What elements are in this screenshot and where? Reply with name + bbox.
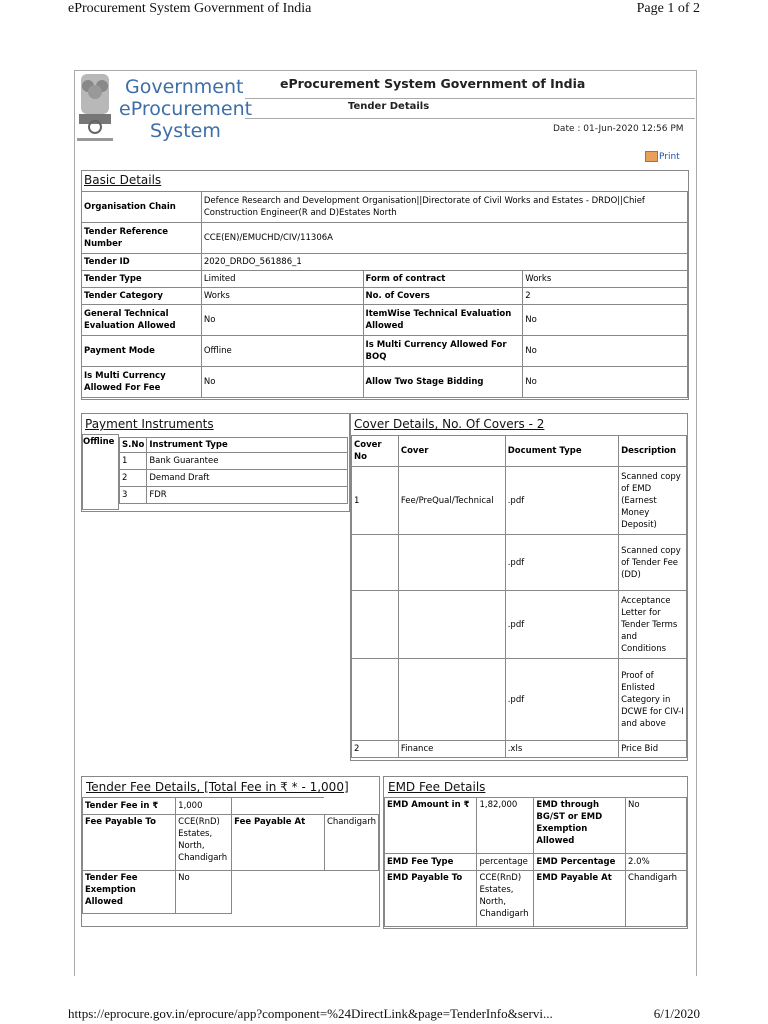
two-stage-bidding-label: Allow Two Stage Bidding <box>363 367 523 398</box>
tender-fee-blank <box>232 871 325 914</box>
payment-row-type: Demand Draft <box>147 470 348 487</box>
payment-header-type: Instrument Type <box>147 438 348 453</box>
emd-fee-type-label: EMD Fee Type <box>385 854 477 871</box>
cover-row-cover: Fee/PreQual/Technical <box>398 467 505 535</box>
multi-currency-boq-label: Is Multi Currency Allowed For BOQ <box>363 336 523 367</box>
cover-row-doc-type: .pdf <box>505 659 618 741</box>
org-chain-value: Defence Research and Development Organisation||Directorate of Civil Works and Estates - DRDO||Chief Construction Engineer(R and D)Estates North <box>201 192 687 223</box>
emd-amount-label: EMD Amount in ₹ <box>385 798 477 854</box>
tender-type-value: Limited <box>201 271 363 288</box>
tender-category-value: Works <box>201 288 363 305</box>
fee-exemption-value: No <box>176 871 232 914</box>
general-tech-eval-label: General Technical Evaluation Allowed <box>82 305 202 336</box>
tender-id-value: 2020_DRDO_561886_1 <box>201 254 687 271</box>
cover-header-description: Description <box>619 436 687 467</box>
pdf-header-title: eProcurement System Government of India <box>68 1 312 16</box>
header-divider <box>245 98 695 99</box>
emd-fee-title: EMD Fee Details <box>388 780 486 794</box>
tender-fee-table <box>82 797 379 914</box>
fee-exemption-label: Tender Fee Exemption Allowed <box>83 871 176 914</box>
emd-percentage-value: 2.0% <box>626 854 687 871</box>
cover-row-doc-type: .pdf <box>505 467 618 535</box>
cover-row-cover <box>398 659 505 741</box>
form-of-contract-label: Form of contract <box>363 271 523 288</box>
tender-id-label: Tender ID <box>82 254 202 271</box>
tender-category-label: Tender Category <box>82 288 202 305</box>
cover-row-description: Price Bid <box>619 741 687 758</box>
cover-row-cover <box>398 591 505 659</box>
emd-payable-at-value: Chandigarh <box>626 871 687 927</box>
payment-header-sno: S.No <box>120 438 147 453</box>
multi-currency-boq-value: No <box>523 336 688 367</box>
tender-fee-value: 1,000 <box>176 798 232 815</box>
fee-payable-at-label: Fee Payable At <box>232 815 325 871</box>
tender-fee-empty-cell <box>232 798 325 815</box>
emd-bg-exemption-value: No <box>626 798 687 854</box>
cover-row-description: Proof of Enlisted Category in DCWE for CIV-I and above <box>619 659 687 741</box>
basic-details-title: Basic Details <box>84 173 162 187</box>
payment-mode-offline: Offline <box>83 437 115 447</box>
cover-row-description: Acceptance Letter for Tender Terms and Conditions <box>619 591 687 659</box>
payment-row-sno: 2 <box>120 470 147 487</box>
report-date: Date : 01-Jun-2020 12:56 PM <box>553 124 684 134</box>
no-of-covers-label: No. of Covers <box>363 288 523 305</box>
payment-row-sno: 1 <box>120 453 147 470</box>
form-of-contract-value: Works <box>523 271 688 288</box>
fee-payable-to-value: CCE(RnD) Estates, North, Chandigarh <box>176 815 232 871</box>
cover-row-cover: Finance <box>398 741 505 758</box>
emd-payable-to-value: CCE(RnD) Estates, North, Chandigarh <box>477 871 534 927</box>
cover-row-no <box>352 535 399 591</box>
tender-fee-title: Tender Fee Details, [Total Fee in ₹ * - 1,000] <box>86 780 349 794</box>
cover-row-no: 2 <box>352 741 399 758</box>
tender-fee-empty-cell <box>324 798 378 815</box>
emd-payable-to-label: EMD Payable To <box>385 871 477 927</box>
no-of-covers-value: 2 <box>523 288 688 305</box>
print-link[interactable] <box>645 151 680 162</box>
cover-row-doc-type: .xls <box>505 741 618 758</box>
emd-bg-exemption-label: EMD through BG/ST or EMD Exemption Allowed <box>534 798 626 854</box>
general-tech-eval-value: No <box>201 305 363 336</box>
itemwise-tech-eval-label: ItemWise Technical Evaluation Allowed <box>363 305 523 336</box>
cover-row-cover <box>398 535 505 591</box>
payment-mode-value: Offline <box>201 336 363 367</box>
payment-instruments-table <box>119 437 348 504</box>
cover-row-description: Scanned copy of Tender Fee (DD) <box>619 535 687 591</box>
pdf-page-number: Page 1 of 2 <box>636 1 700 16</box>
cover-header-no: Cover No <box>352 436 399 467</box>
payment-row-type: FDR <box>147 487 348 504</box>
payment-instruments-title: Payment Instruments <box>85 417 214 431</box>
emd-fee-table <box>384 797 687 927</box>
cover-row-doc-type: .pdf <box>505 591 618 659</box>
basic-details-table <box>81 191 688 398</box>
pdf-footer-date: 6/1/2020 <box>653 1006 700 1021</box>
cover-header-cover: Cover <box>398 436 505 467</box>
payment-mode-cell <box>82 434 119 510</box>
cover-header-doc-type: Document Type <box>505 436 618 467</box>
emd-percentage-label: EMD Percentage <box>534 854 626 871</box>
payment-mode-label: Payment Mode <box>82 336 202 367</box>
payment-row-sno: 3 <box>120 487 147 504</box>
cover-row-doc-type: .pdf <box>505 535 618 591</box>
cover-details-table <box>351 435 687 758</box>
site-title: eProcurement System Government of India <box>280 76 586 91</box>
national-emblem-icon <box>75 72 115 148</box>
org-chain-label: Organisation Chain <box>82 192 202 223</box>
site-logo[interactable] <box>75 72 253 150</box>
fee-payable-to-label: Fee Payable To <box>83 815 176 871</box>
header-divider-2 <box>245 118 695 119</box>
cover-row-description: Scanned copy of EMD (Earnest Money Deposit) <box>619 467 687 535</box>
cover-row-no: 1 <box>352 467 399 535</box>
printer-icon <box>645 151 658 162</box>
tender-fee-blank <box>324 871 378 914</box>
emd-fee-type-value: percentage <box>477 854 534 871</box>
emd-amount-value: 1,82,000 <box>477 798 534 854</box>
print-label: Print <box>659 152 680 162</box>
itemwise-tech-eval-value: No <box>523 305 688 336</box>
tender-ref-label: Tender Reference Number <box>82 223 202 254</box>
cover-row-no <box>352 659 399 741</box>
fee-payable-at-value: Chandigarh <box>324 815 378 871</box>
logo-text-eprocurement: eProcurement <box>119 98 253 120</box>
payment-row-type: Bank Guarantee <box>147 453 348 470</box>
tender-fee-label: Tender Fee in ₹ <box>83 798 176 815</box>
multi-currency-fee-label: Is Multi Currency Allowed For Fee <box>82 367 202 398</box>
tender-ref-value: CCE(EN)/EMUCHD/CIV/11306A <box>201 223 687 254</box>
two-stage-bidding-value: No <box>523 367 688 398</box>
cover-row-no <box>352 591 399 659</box>
cover-details-title: Cover Details, No. Of Covers - 2 <box>354 417 545 431</box>
logo-text-government: Government <box>125 76 244 98</box>
multi-currency-fee-value: No <box>201 367 363 398</box>
emd-payable-at-label: EMD Payable At <box>534 871 626 927</box>
pdf-footer-url[interactable]: https://eprocure.gov.in/eprocure/app?component=%24DirectLink&page=TenderInfo&servi... <box>68 1006 553 1021</box>
tender-type-label: Tender Type <box>82 271 202 288</box>
page-title: Tender Details <box>348 101 430 112</box>
logo-text-system: System <box>150 120 221 142</box>
